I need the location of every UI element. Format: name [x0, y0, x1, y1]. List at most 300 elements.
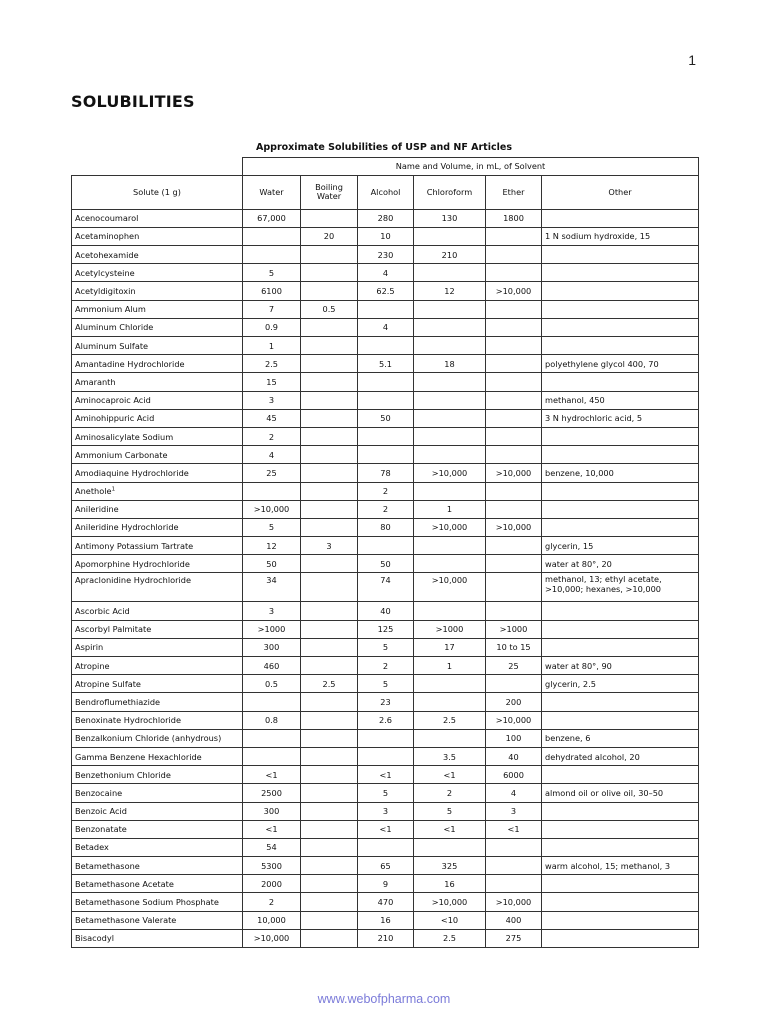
water-cell: 25 — [243, 464, 301, 482]
alcohol-cell: 280 — [358, 209, 414, 227]
solute-name: Amodiaquine Hydrochloride — [75, 467, 189, 478]
boiling-water-cell: 2.5 — [301, 675, 358, 693]
solute-cell — [72, 657, 243, 675]
chloroform-cell: 12 — [414, 282, 486, 300]
solute-name: Ammonium Alum — [75, 304, 146, 315]
water-cell: 300 — [243, 802, 301, 820]
chloroform-cell — [414, 446, 486, 464]
table-row — [72, 784, 699, 802]
alcohol-cell: 2.6 — [358, 711, 414, 729]
ether-cell: >10,000 — [486, 711, 542, 729]
chloroform-cell — [414, 482, 486, 500]
chloroform-cell: <1 — [414, 820, 486, 838]
other-cell — [542, 766, 699, 784]
solute-cell — [72, 747, 243, 765]
ether-cell: 100 — [486, 729, 542, 747]
alcohol-cell: 470 — [358, 893, 414, 911]
ether-cell — [486, 675, 542, 693]
alcohol-cell — [358, 300, 414, 318]
alcohol-cell: 125 — [358, 620, 414, 638]
boiling-water-cell — [301, 337, 358, 355]
ether-cell: 1800 — [486, 209, 542, 227]
water-cell: 7 — [243, 300, 301, 318]
solute-name: Bendroflumethiazide — [75, 696, 161, 707]
ether-cell: 400 — [486, 911, 542, 929]
alcohol-cell: 2 — [358, 500, 414, 518]
other-cell — [542, 802, 699, 820]
other-cell — [542, 911, 699, 929]
ether-cell — [486, 227, 542, 245]
solute-name: Betamethasone — [75, 860, 140, 871]
boiling-water-cell — [301, 638, 358, 656]
ether-cell: <1 — [486, 820, 542, 838]
ether-cell: 40 — [486, 747, 542, 765]
solute-cell — [72, 373, 243, 391]
ether-cell: >1000 — [486, 620, 542, 638]
solute-cell — [72, 318, 243, 336]
boiling-water-cell — [301, 246, 358, 264]
alcohol-cell: 80 — [358, 518, 414, 536]
table-row — [72, 300, 699, 318]
solute-name: Atropine Sulfate — [75, 678, 141, 689]
column-header-other: Other — [542, 175, 699, 209]
table-row — [72, 446, 699, 464]
solute-name: Anethole — [75, 486, 112, 497]
alcohol-cell: 5 — [358, 675, 414, 693]
alcohol-cell: 65 — [358, 857, 414, 875]
boiling-water-cell — [301, 409, 358, 427]
other-cell — [542, 711, 699, 729]
alcohol-cell — [358, 747, 414, 765]
chloroform-cell: <1 — [414, 766, 486, 784]
water-cell — [243, 227, 301, 245]
water-cell: 0.8 — [243, 711, 301, 729]
boiling-water-cell — [301, 929, 358, 947]
table-row — [72, 893, 699, 911]
water-cell — [243, 246, 301, 264]
solute-cell — [72, 300, 243, 318]
other-cell — [542, 482, 699, 500]
alcohol-cell: 16 — [358, 911, 414, 929]
water-cell: 460 — [243, 657, 301, 675]
other-cell — [542, 638, 699, 656]
boiling-water-cell — [301, 857, 358, 875]
other-cell — [542, 318, 699, 336]
ether-cell — [486, 573, 542, 602]
table-row — [72, 638, 699, 656]
solute-name: Acetyldigitoxin — [75, 286, 136, 297]
water-cell: 0.5 — [243, 675, 301, 693]
other-cell — [542, 300, 699, 318]
boiling-water-cell — [301, 282, 358, 300]
alcohol-cell: 5 — [358, 784, 414, 802]
column-header-chloroform: Chloroform — [414, 175, 486, 209]
boiling-water-cell — [301, 838, 358, 856]
table-row — [72, 537, 699, 555]
other-cell: dehydrated alcohol, 20 — [542, 747, 699, 765]
solute-name: Betamethasone Valerate — [75, 915, 177, 926]
table-row — [72, 875, 699, 893]
chloroform-cell — [414, 602, 486, 620]
alcohol-cell: 4 — [358, 318, 414, 336]
chloroform-cell — [414, 729, 486, 747]
solute-name: Antimony Potassium Tartrate — [75, 540, 194, 551]
water-cell: >10,000 — [243, 500, 301, 518]
chloroform-cell: >10,000 — [414, 518, 486, 536]
table-row — [72, 246, 699, 264]
boiling-water-cell — [301, 355, 358, 373]
chloroform-cell: 2.5 — [414, 711, 486, 729]
solute-name: Aminosalicylate Sodium — [75, 431, 174, 442]
solute-name: Gamma Benzene Hexachloride — [75, 751, 202, 762]
alcohol-cell: 10 — [358, 227, 414, 245]
solute-name: Aminocaproic Acid — [75, 395, 151, 406]
alcohol-cell: <1 — [358, 820, 414, 838]
solute-name: Apraclonidine Hydrochloride — [75, 575, 191, 586]
ether-cell — [486, 318, 542, 336]
water-cell: 15 — [243, 373, 301, 391]
boiling-water-cell — [301, 427, 358, 445]
alcohol-cell: 5.1 — [358, 355, 414, 373]
table-row — [72, 911, 699, 929]
boiling-water-cell — [301, 373, 358, 391]
solute-cell — [72, 711, 243, 729]
solute-cell — [72, 784, 243, 802]
ether-cell — [486, 391, 542, 409]
water-cell: 0.9 — [243, 318, 301, 336]
water-cell: >10,000 — [243, 929, 301, 947]
boiling-water-cell — [301, 318, 358, 336]
solute-name: Acetaminophen — [75, 231, 140, 242]
solute-name: Apomorphine Hydrochloride — [75, 558, 190, 569]
chloroform-cell — [414, 227, 486, 245]
ether-cell — [486, 500, 542, 518]
boiling-water-cell — [301, 518, 358, 536]
chloroform-cell — [414, 300, 486, 318]
solute-cell — [72, 446, 243, 464]
chloroform-cell — [414, 693, 486, 711]
solute-cell — [72, 638, 243, 656]
alcohol-cell: 230 — [358, 246, 414, 264]
table-row — [72, 838, 699, 856]
boiling-water-cell: 20 — [301, 227, 358, 245]
other-cell — [542, 427, 699, 445]
solute-cell — [72, 391, 243, 409]
solute-name: Anileridine Hydrochloride — [75, 522, 179, 533]
solute-cell — [72, 537, 243, 555]
ether-cell — [486, 446, 542, 464]
chloroform-cell — [414, 675, 486, 693]
solute-name: Benzoic Acid — [75, 806, 127, 817]
solute-name: Benzethonium Chloride — [75, 769, 171, 780]
alcohol-cell: 78 — [358, 464, 414, 482]
solute-cell — [72, 227, 243, 245]
chloroform-cell — [414, 838, 486, 856]
ether-cell: >10,000 — [486, 282, 542, 300]
boiling-water-cell — [301, 729, 358, 747]
solute-name: Aluminum Chloride — [75, 322, 154, 333]
solute-cell — [72, 911, 243, 929]
footnote-marker: 1 — [111, 486, 116, 493]
boiling-water-cell — [301, 264, 358, 282]
column-header-solute: Solute (1 g) — [72, 175, 243, 209]
solute-cell — [72, 409, 243, 427]
ether-cell — [486, 409, 542, 427]
other-cell: methanol, 450 — [542, 391, 699, 409]
table-row — [72, 518, 699, 536]
chloroform-cell — [414, 391, 486, 409]
other-cell — [542, 893, 699, 911]
boiling-water-cell — [301, 620, 358, 638]
other-cell: glycerin, 15 — [542, 537, 699, 555]
solute-cell — [72, 209, 243, 227]
boiling-water-cell — [301, 500, 358, 518]
column-header-alcohol: Alcohol — [358, 175, 414, 209]
water-cell: 54 — [243, 838, 301, 856]
alcohol-cell — [358, 337, 414, 355]
table-row — [72, 602, 699, 620]
alcohol-cell: 62.5 — [358, 282, 414, 300]
ether-cell: 4 — [486, 784, 542, 802]
alcohol-cell: 9 — [358, 875, 414, 893]
other-cell: water at 80°, 20 — [542, 555, 699, 573]
alcohol-cell: 50 — [358, 555, 414, 573]
water-cell: 300 — [243, 638, 301, 656]
chloroform-cell: 130 — [414, 209, 486, 227]
other-cell — [542, 373, 699, 391]
solute-cell — [72, 820, 243, 838]
ether-cell: 25 — [486, 657, 542, 675]
ether-cell: 200 — [486, 693, 542, 711]
ether-cell: 275 — [486, 929, 542, 947]
other-cell: water at 80°, 90 — [542, 657, 699, 675]
table-row — [72, 318, 699, 336]
water-cell: 2000 — [243, 875, 301, 893]
water-cell — [243, 747, 301, 765]
alcohol-cell: 5 — [358, 638, 414, 656]
other-cell — [542, 209, 699, 227]
other-cell — [542, 246, 699, 264]
table-row — [72, 409, 699, 427]
ether-cell — [486, 300, 542, 318]
ether-cell: 6000 — [486, 766, 542, 784]
solvent-group-header: Name and Volume, in mL, of Solvent — [243, 158, 699, 176]
alcohol-cell — [358, 446, 414, 464]
solute-name: Acenocoumarol — [75, 213, 139, 224]
ether-cell: 3 — [486, 802, 542, 820]
boiling-water-cell — [301, 766, 358, 784]
table-row — [72, 391, 699, 409]
table-row — [72, 427, 699, 445]
other-cell — [542, 500, 699, 518]
ether-cell — [486, 373, 542, 391]
boiling-water-cell: 3 — [301, 537, 358, 555]
boiling-water-cell — [301, 784, 358, 802]
water-cell: 2 — [243, 893, 301, 911]
solute-cell — [72, 464, 243, 482]
solute-cell — [72, 573, 243, 602]
solubility-table — [71, 157, 699, 948]
table-row — [72, 227, 699, 245]
solute-name: Ascorbyl Palmitate — [75, 624, 152, 635]
solute-name: Anileridine — [75, 504, 119, 515]
water-cell — [243, 693, 301, 711]
ether-cell — [486, 427, 542, 445]
water-cell: 2 — [243, 427, 301, 445]
page-title: SOLUBILITIES — [71, 92, 195, 111]
boiling-water-cell — [301, 693, 358, 711]
table-row — [72, 355, 699, 373]
water-cell: <1 — [243, 766, 301, 784]
table-row — [72, 857, 699, 875]
solute-cell — [72, 893, 243, 911]
table-row — [72, 929, 699, 947]
other-cell — [542, 337, 699, 355]
ether-cell — [486, 555, 542, 573]
alcohol-cell — [358, 391, 414, 409]
solute-cell — [72, 838, 243, 856]
solute-name: Betadex — [75, 842, 109, 853]
solute-cell — [72, 518, 243, 536]
water-cell: 67,000 — [243, 209, 301, 227]
table-row — [72, 373, 699, 391]
solute-cell — [72, 264, 243, 282]
boiling-water-cell — [301, 747, 358, 765]
ether-cell — [486, 355, 542, 373]
table-row — [72, 209, 699, 227]
solute-cell — [72, 555, 243, 573]
alcohol-cell — [358, 537, 414, 555]
other-cell — [542, 446, 699, 464]
alcohol-cell: 50 — [358, 409, 414, 427]
ether-cell: >10,000 — [486, 464, 542, 482]
boiling-water-cell — [301, 573, 358, 602]
boiling-water-cell — [301, 555, 358, 573]
solute-name: Ammonium Carbonate — [75, 449, 168, 460]
boiling-water-cell — [301, 875, 358, 893]
alcohol-cell: 2 — [358, 482, 414, 500]
solute-cell — [72, 246, 243, 264]
chloroform-cell: 1 — [414, 500, 486, 518]
other-cell — [542, 602, 699, 620]
chloroform-cell — [414, 264, 486, 282]
solute-name: Amaranth — [75, 376, 116, 387]
water-cell: 2500 — [243, 784, 301, 802]
table-row — [72, 747, 699, 765]
alcohol-cell: <1 — [358, 766, 414, 784]
boiling-water-cell — [301, 802, 358, 820]
boiling-water-cell — [301, 446, 358, 464]
boiling-water-cell — [301, 482, 358, 500]
alcohol-cell — [358, 373, 414, 391]
chloroform-cell: <10 — [414, 911, 486, 929]
chloroform-cell — [414, 318, 486, 336]
alcohol-cell: 74 — [358, 573, 414, 602]
other-cell: warm alcohol, 15; methanol, 3 — [542, 857, 699, 875]
water-cell: 1 — [243, 337, 301, 355]
ether-cell — [486, 838, 542, 856]
other-cell: 1 N sodium hydroxide, 15 — [542, 227, 699, 245]
other-cell — [542, 838, 699, 856]
chloroform-cell: 16 — [414, 875, 486, 893]
table-row — [72, 555, 699, 573]
other-cell — [542, 620, 699, 638]
solute-cell — [72, 693, 243, 711]
water-cell: 50 — [243, 555, 301, 573]
other-cell: methanol, 13; ethyl acetate, >10,000; hexanes, >10,000 — [542, 573, 699, 602]
alcohol-cell: 210 — [358, 929, 414, 947]
solute-cell — [72, 620, 243, 638]
alcohol-cell: 40 — [358, 602, 414, 620]
other-cell — [542, 518, 699, 536]
table-row — [72, 711, 699, 729]
table-row — [72, 337, 699, 355]
boiling-water-cell — [301, 657, 358, 675]
solute-name: Betamethasone Acetate — [75, 878, 174, 889]
water-cell: 3 — [243, 391, 301, 409]
boiling-water-cell — [301, 391, 358, 409]
boiling-water-cell: 0.5 — [301, 300, 358, 318]
ether-cell — [486, 337, 542, 355]
ether-cell: >10,000 — [486, 893, 542, 911]
boiling-water-cell — [301, 911, 358, 929]
chloroform-cell: >10,000 — [414, 573, 486, 602]
solute-cell — [72, 337, 243, 355]
other-cell — [542, 264, 699, 282]
water-cell: 5 — [243, 264, 301, 282]
solute-cell — [72, 802, 243, 820]
solute-cell — [72, 729, 243, 747]
table-row — [72, 802, 699, 820]
ether-cell — [486, 264, 542, 282]
alcohol-cell — [358, 729, 414, 747]
solute-cell — [72, 875, 243, 893]
solute-name: Benzocaine — [75, 787, 123, 798]
ether-cell — [486, 537, 542, 555]
table-row — [72, 573, 699, 602]
solute-cell — [72, 427, 243, 445]
table-row — [72, 500, 699, 518]
ether-cell — [486, 246, 542, 264]
water-cell — [243, 729, 301, 747]
water-cell: 4 — [243, 446, 301, 464]
table-row — [72, 766, 699, 784]
solute-name: Benzalkonium Chloride (anhydrous) — [75, 733, 222, 744]
other-cell — [542, 875, 699, 893]
table-row — [72, 464, 699, 482]
solute-name: Ascorbic Acid — [75, 606, 130, 617]
water-cell: 5300 — [243, 857, 301, 875]
solute-cell — [72, 355, 243, 373]
boiling-water-cell — [301, 893, 358, 911]
solute-name: Atropine — [75, 660, 110, 671]
ether-cell — [486, 857, 542, 875]
chloroform-cell: 2 — [414, 784, 486, 802]
alcohol-cell: 2 — [358, 657, 414, 675]
solute-name: Betamethasone Sodium Phosphate — [75, 897, 219, 908]
solute-cell — [72, 766, 243, 784]
chloroform-cell: 325 — [414, 857, 486, 875]
water-cell: 5 — [243, 518, 301, 536]
footer-link[interactable]: www.webofpharma.com — [317, 992, 451, 1006]
boiling-water-cell — [301, 820, 358, 838]
other-cell: 3 N hydrochloric acid, 5 — [542, 409, 699, 427]
ether-cell — [486, 602, 542, 620]
chloroform-cell: 17 — [414, 638, 486, 656]
boiling-water-cell — [301, 464, 358, 482]
alcohol-cell — [358, 427, 414, 445]
solute-name: Amantadine Hydrochloride — [75, 358, 185, 369]
